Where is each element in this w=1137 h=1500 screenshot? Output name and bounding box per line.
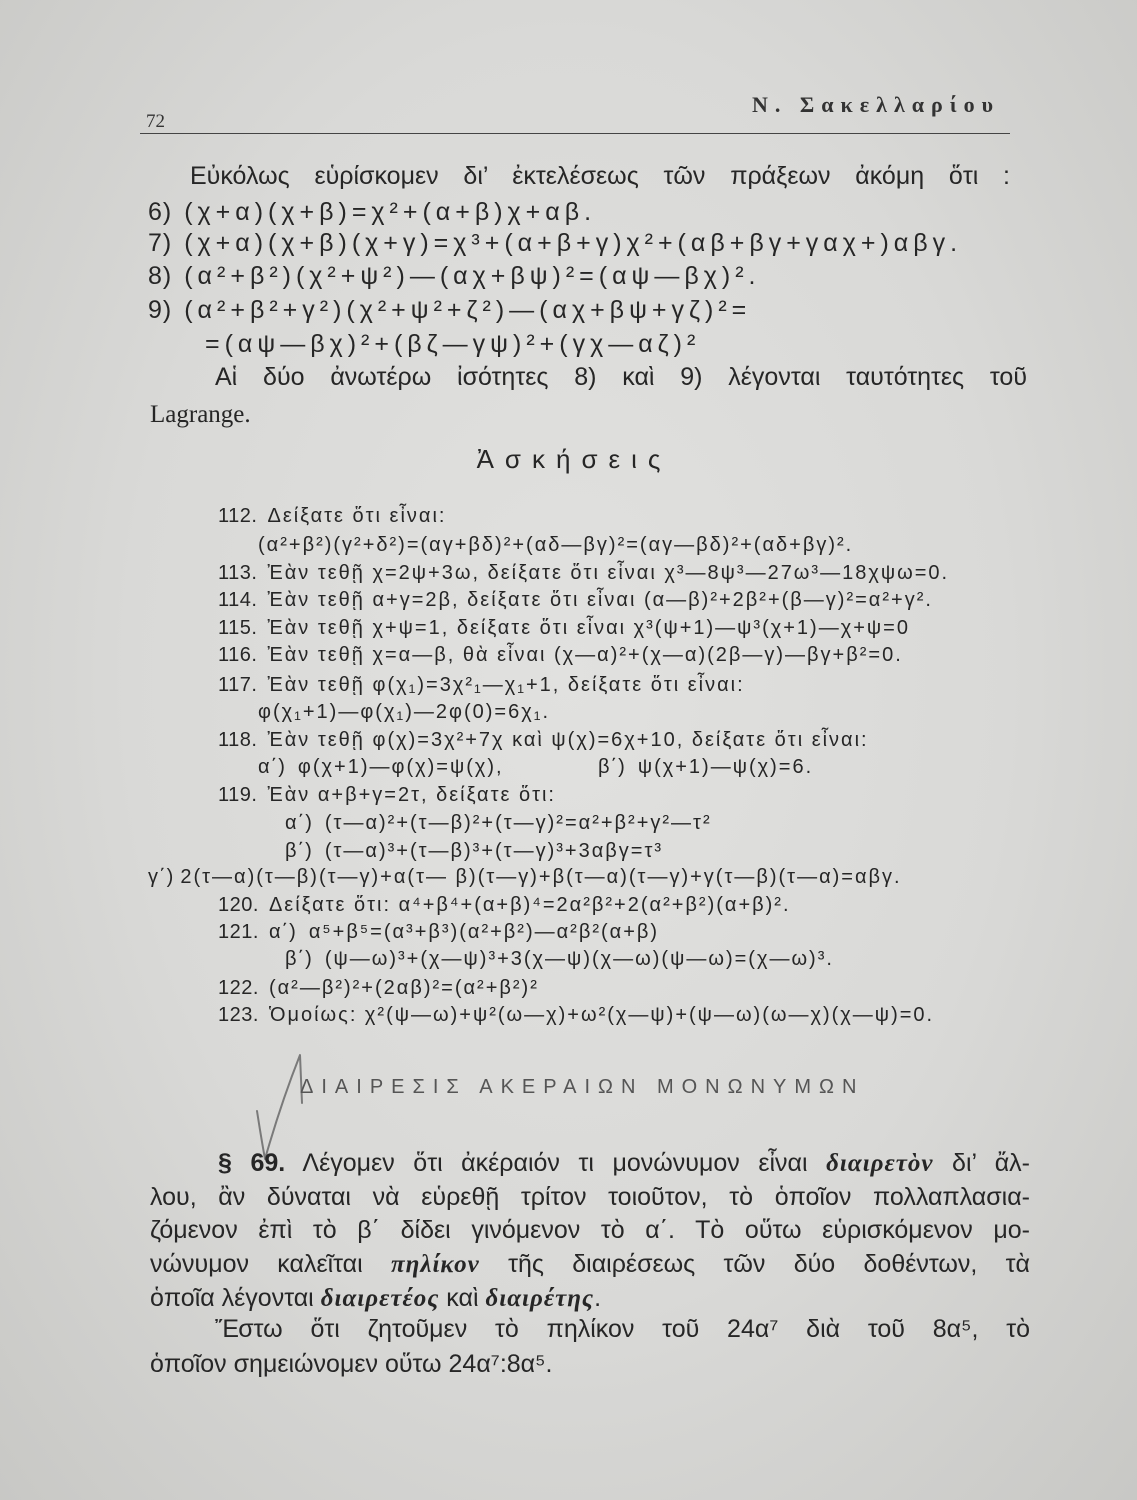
text-segment: νώνυμον καλεῖται xyxy=(150,1250,391,1278)
text-segment: λου, ἂν δύναται νὰ εὑρεθῇ τρίτον τοιοῦτον, τὸ ὁποῖον πολλαπλασια- xyxy=(150,1183,1030,1211)
identity-formula: (α²+β²+γ²)(χ²+ψ²+ζ²)—(αχ+βψ+γζ)²= xyxy=(184,296,752,324)
part-label: α΄) xyxy=(285,812,313,834)
exercise-116 xyxy=(218,641,1028,669)
text-segment: . xyxy=(594,1284,602,1312)
part-label: α΄) xyxy=(258,756,286,778)
part-label: β΄) xyxy=(598,756,626,778)
exercise-number: 122. xyxy=(218,977,259,999)
exercise-number: 112. xyxy=(218,505,258,527)
lagrange-note-line: Αἱ δύο ἀνωτέρω ἰσότητες 8) καὶ 9) λέγονται ταυτότητες τοῦ xyxy=(215,363,1027,391)
term-divisible: διαιρετὸν xyxy=(826,1150,934,1177)
exercise-text: (α²—β²)²+(2αβ)²=(α²+β²)² xyxy=(268,977,539,999)
exercise-number: 123. xyxy=(218,1004,259,1026)
exercise-number: 121. xyxy=(218,921,259,943)
part-label: γ΄) xyxy=(148,866,175,888)
exercise-114 xyxy=(218,586,1028,614)
identity-label: 6) xyxy=(148,198,173,226)
part-label: β΄) xyxy=(285,948,313,970)
exercise-number: 120. xyxy=(218,894,259,916)
exercise-text: Ἐὰν τεθῇ χ=α—β, θὰ εἶναι (χ—α)²+(χ—α)(2β—γ)—βγ+β²=0. xyxy=(267,644,903,666)
exercise-113 xyxy=(218,559,1028,587)
exercise-118 xyxy=(218,726,1028,754)
part-formula: ψ(χ+1)—ψ(χ)=6. xyxy=(637,756,814,778)
intro-line: Εὐκόλως εὑρίσκομεν δι’ ἐκτελέσεως τῶν πράξεων ἀκόμη ὅτι : xyxy=(190,162,1010,190)
page-number: 72 xyxy=(146,111,165,132)
exercise-119-part-c xyxy=(148,863,1033,891)
identity-6 xyxy=(148,196,1028,228)
part-label: β΄) xyxy=(285,840,313,862)
exercise-number: 119. xyxy=(218,784,258,806)
term-divisor: διαιρέτης xyxy=(485,1285,595,1312)
part-formula: φ(χ+1)—φ(χ)=ψ(χ), xyxy=(297,756,504,778)
part-formula: (ψ—ω)³+(χ—ψ)³+3(χ—ψ)(χ—ω)(ψ—ω)=(χ—ω)³. xyxy=(324,948,834,970)
exercise-112-formula: (α²+β²)(γ²+δ²)=(αγ+βδ)²+(αδ—βγ)²=(αγ—βδ)²+(αδ+βγ)². xyxy=(258,534,854,556)
exercise-text: Ἐὰν τεθῇ φ(χ)=3χ²+7χ καὶ ψ(χ)=6χ+10, δείξατε ὅτι εἶναι: xyxy=(267,729,869,751)
exercise-119-part-b xyxy=(285,837,1030,865)
exercise-112 xyxy=(218,502,1028,530)
text-segment: καὶ xyxy=(439,1284,486,1312)
section-number: § 69. xyxy=(218,1149,286,1177)
exercise-117 xyxy=(218,671,1028,699)
exercise-number: 118. xyxy=(218,729,258,751)
lagrange-name: Lagrange. xyxy=(150,401,251,428)
exercise-number: 113. xyxy=(218,562,258,584)
text-segment: τῆς διαιρέσεως τῶν δύο δοθέντων, τὰ xyxy=(479,1250,1030,1278)
identity-formula: (χ+α)(χ+β)=χ²+(α+β)χ+αβ. xyxy=(184,198,597,226)
running-title: Ν. Σακελλαρίου xyxy=(752,92,1001,117)
exercises-heading: Ἀσκήσεις xyxy=(476,444,672,474)
exercise-number: 116. xyxy=(218,644,258,666)
paragraph-line xyxy=(150,1282,1030,1315)
text-segment: ζόμενον ἐπὶ τὸ β΄ δίδει γινόμενον τὸ α΄. Τὸ οὕτω εὑρισκόμενον μο- xyxy=(150,1216,1030,1244)
identity-label: 8) xyxy=(148,262,173,290)
section-heading: ΔΙΑΙΡΕΣΙΣ ΑΚΕΡΑΙΩΝ ΜΟΝΩΝΥΜΩΝ xyxy=(300,1076,865,1098)
part-formula: (τ—α)²+(τ—β)²+(τ—γ)²=α²+β²+γ²—τ² xyxy=(324,812,712,834)
part-formula: α⁵+β⁵=(α³+β³)(α²+β²)—α²β²(α+β) xyxy=(308,921,660,943)
exercise-text: Ἐὰν τεθῇ φ(χ₁)=3χ²₁—χ₁+1, δείξατε ὅτι εἶναι: xyxy=(267,674,745,696)
example-line: ὁποῖον σημειώνομεν οὕτω 24α⁷:8α⁵. xyxy=(150,1350,553,1378)
paragraph-line xyxy=(150,1214,1030,1246)
exercise-text: Ὁμοίως: χ²(ψ—ω)+ψ²(ω—χ)+ω²(χ—ψ)+(ψ—ω)(ω—χ)(χ—ψ)=0. xyxy=(268,1004,935,1026)
exercise-123 xyxy=(218,1001,1030,1029)
exercise-122 xyxy=(218,974,1028,1002)
exercise-text: Ἐὰν τεθῇ α+γ=2β, δείξατε ὅτι εἶναι (α—β)²+2β²+(β—γ)²=α²+γ². xyxy=(267,589,933,611)
header-rule xyxy=(140,133,1010,134)
paragraph-line xyxy=(150,1181,1030,1213)
part-label: α΄) xyxy=(268,921,297,943)
exercise-text: Ἐὰν τεθῇ χ+ψ=1, δείξατε ὅτι εἶναι χ³(ψ+1)—ψ³(χ+1)—χ+ψ=0 xyxy=(267,617,910,639)
term-dividend: διαιρετέος xyxy=(320,1285,440,1312)
exercise-number: 115. xyxy=(218,617,258,639)
exercise-number: 114. xyxy=(218,589,258,611)
exercise-text: Δείξατε ὅτι: α⁴+β⁴+(α+β)⁴=2α²β²+2(α²+β²)(α+β)². xyxy=(268,894,791,916)
exercise-118-part-b xyxy=(598,753,1018,781)
part-formula: (τ—α)³+(τ—β)³+(τ—γ)³+3αβγ=τ³ xyxy=(324,840,664,862)
exercise-119-part-a xyxy=(285,809,1030,837)
text-segment: ὁποῖα λέγονται xyxy=(150,1284,321,1312)
identity-9 xyxy=(148,294,1028,326)
part-formula: 2(τ—α)(τ—β)(τ—γ)+α(τ— β)(τ—γ)+β(τ—α)(τ—γ)+γ(τ—β)(τ—α)=αβγ. xyxy=(180,866,902,888)
exercise-text: Δείξατε ὅτι εἶναι: xyxy=(267,505,447,527)
identity-formula: (α²+β²)(χ²+ψ²)—(αχ+βψ)²=(αψ—βχ)². xyxy=(184,262,761,290)
exercise-115 xyxy=(218,614,1028,642)
text-segment: Λέγομεν ὅτι ἀκέραιόν τι μονώνυμον εἶναι xyxy=(285,1149,827,1177)
example-line: Ἔστω ὅτι ζητοῦμεν τὸ πηλίκον τοῦ 24α⁷ διὰ τοῦ 8α⁵, τὸ xyxy=(215,1315,1030,1343)
exercise-121 xyxy=(218,918,1028,946)
identity-9-continuation: =(αψ—βχ)²+(βζ—γψ)²+(γχ—αζ)² xyxy=(205,330,701,358)
exercise-text: Ἐὰν α+β+γ=2τ, δείξατε ὅτι: xyxy=(267,784,556,806)
paragraph-line xyxy=(218,1147,1030,1180)
paragraph-line xyxy=(150,1248,1030,1281)
identity-8 xyxy=(148,260,1028,292)
text-segment: δι’ ἄλ- xyxy=(933,1149,1030,1177)
identity-label: 9) xyxy=(148,296,173,324)
exercise-117-formula: φ(χ₁+1)—φ(χ₁)—2φ(0)=6χ₁. xyxy=(258,701,551,723)
exercise-121-part-b xyxy=(285,945,1030,973)
identity-label: 7) xyxy=(148,229,173,257)
term-quotient: πηλίκον xyxy=(391,1251,480,1278)
exercise-119 xyxy=(218,781,1028,809)
exercise-text: Ἐὰν τεθῇ χ=2ψ+3ω, δείξατε ὅτι εἶναι χ³—8ψ³—27ω³—18χψω=0. xyxy=(267,562,950,584)
exercise-118-part-a xyxy=(258,753,588,781)
exercise-120 xyxy=(218,891,1028,919)
identity-formula: (χ+α)(χ+β)(χ+γ)=χ³+(α+β+γ)χ²+(αβ+βγ+γαχ+)αβγ. xyxy=(184,229,963,257)
identity-7 xyxy=(148,227,1028,259)
exercise-number: 117. xyxy=(218,674,258,696)
